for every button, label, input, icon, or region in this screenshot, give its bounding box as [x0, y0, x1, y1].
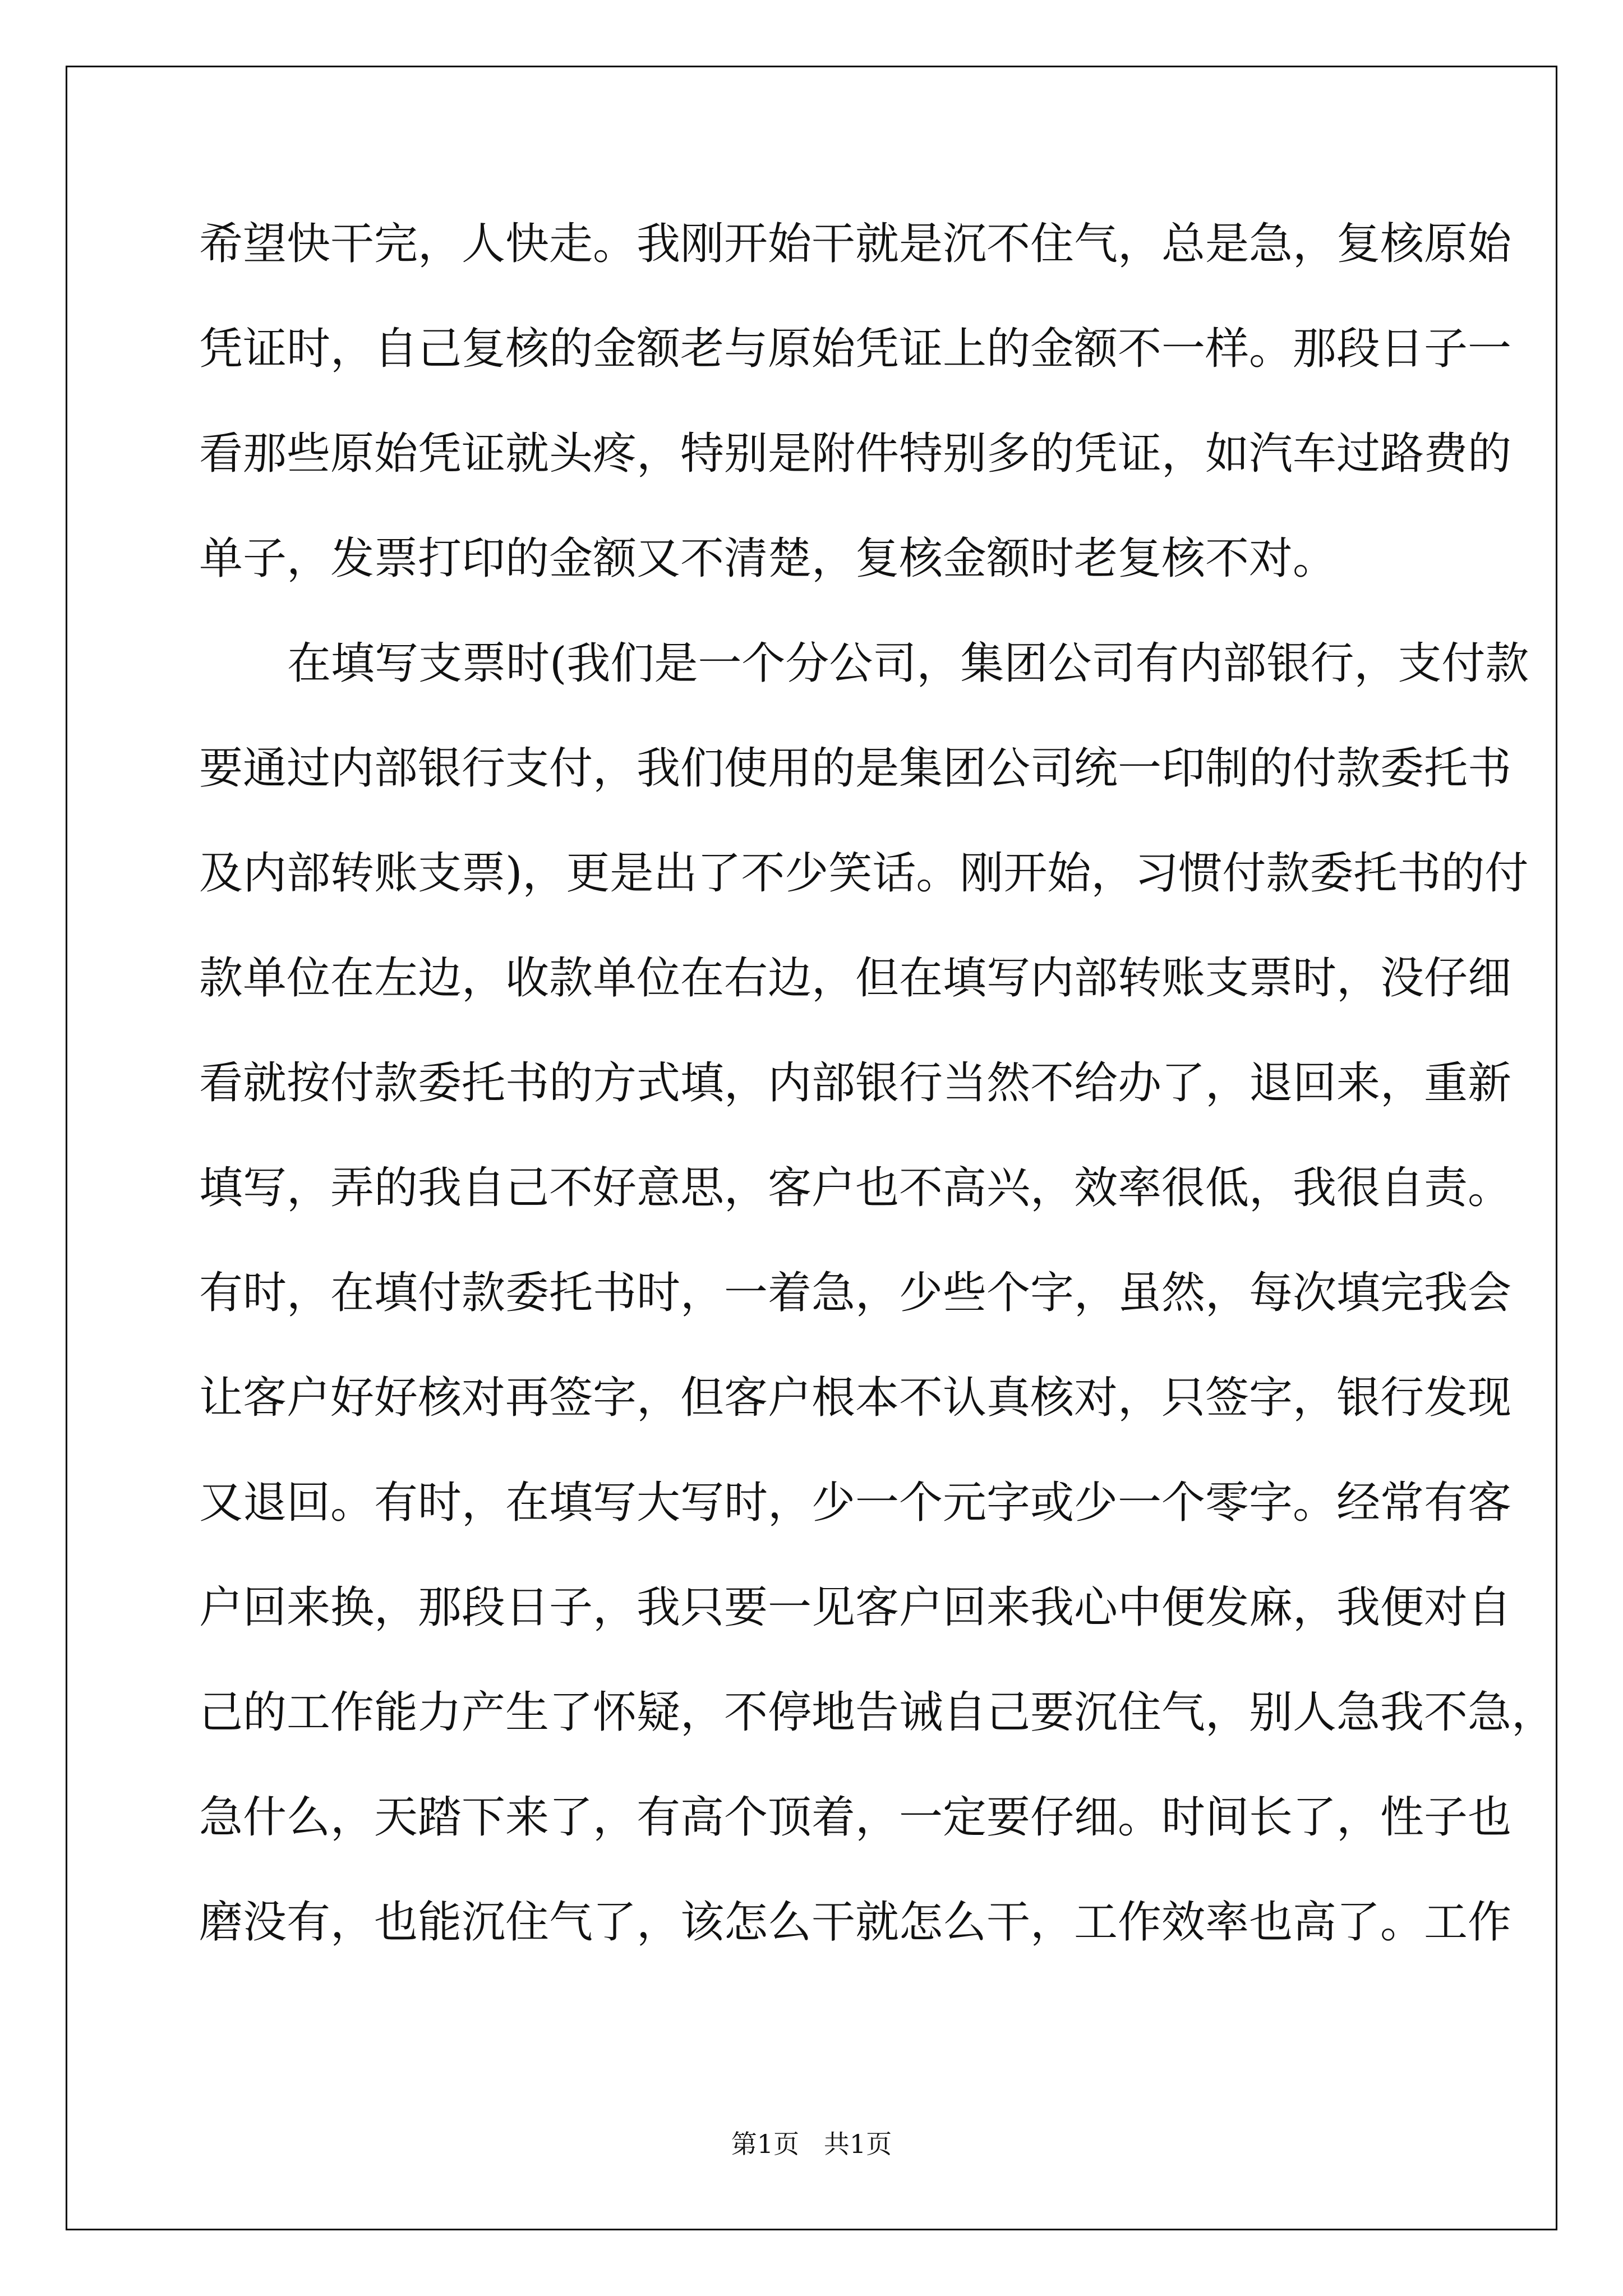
- text-line: 看就按付款委托书的方式填，内部银行当然不给办了，退回来，重新: [199, 1058, 1512, 1108]
- page-number-footer: 第1页 共1页: [731, 2129, 892, 2159]
- text-line: 让客户好好核对再签字，但客户根本不认真核对，只签字，银行发现: [199, 1373, 1512, 1423]
- text-line: 户回来换，那段日子，我只要一见客户回来我心中便发麻，我便对自: [199, 1582, 1512, 1633]
- text-line: 急什么，天踏下来了，有高个顶着，一定要仔细。时间长了，性子也: [199, 1792, 1512, 1843]
- text-line: 要通过内部银行支付，我们使用的是集团公司统一印制的付款委托书: [199, 743, 1512, 794]
- paragraph-1: [199, 210, 1512, 630]
- text-line: 希望快干完，人快走。我刚开始干就是沉不住气，总是急，复核原始: [199, 219, 1512, 269]
- text-line: 单子，发票打印的金额又不清楚，复核金额时老复核不对。: [199, 533, 1337, 584]
- paragraph-2: [199, 630, 1556, 1994]
- text-line: 在填写支票时(我们是一个分公司，集团公司有内部银行，支付款: [287, 638, 1529, 689]
- text-line: 又退回。有时，在填写大写时，少一个元字或少一个零字。经常有客: [199, 1478, 1512, 1528]
- text-line: 看那些原始凭证就头疼，特别是附件特别多的凭证，如汽车过路费的: [199, 429, 1512, 479]
- text-line: 有时，在填付款委托书时，一着急，少些个字，虽然，每次填完我会: [199, 1268, 1512, 1318]
- text-line: 磨没有，也能沉住气了，该怎么干就怎么干，工作效率也高了。工作: [199, 1897, 1512, 1948]
- text-line: 及内部转账支票)，更是出了不少笑话。刚开始，习惯付款委托书的付: [199, 848, 1529, 899]
- text-line: 款单位在左边，收款单位在右边，但在填写内部转账支票时，没仔细: [199, 953, 1512, 1004]
- text-line: 己的工作能力产生了怀疑，不停地告诫自己要沉住气，别人急我不急，: [199, 1687, 1556, 1738]
- text-line: 填写，弄的我自己不好意思，客户也不高兴，效率很低，我很自责。: [199, 1163, 1512, 1213]
- text-line: 凭证时，自己复核的金额老与原始凭证上的金额不一样。那段日子一: [199, 324, 1512, 374]
- document-body: [199, 210, 1556, 1994]
